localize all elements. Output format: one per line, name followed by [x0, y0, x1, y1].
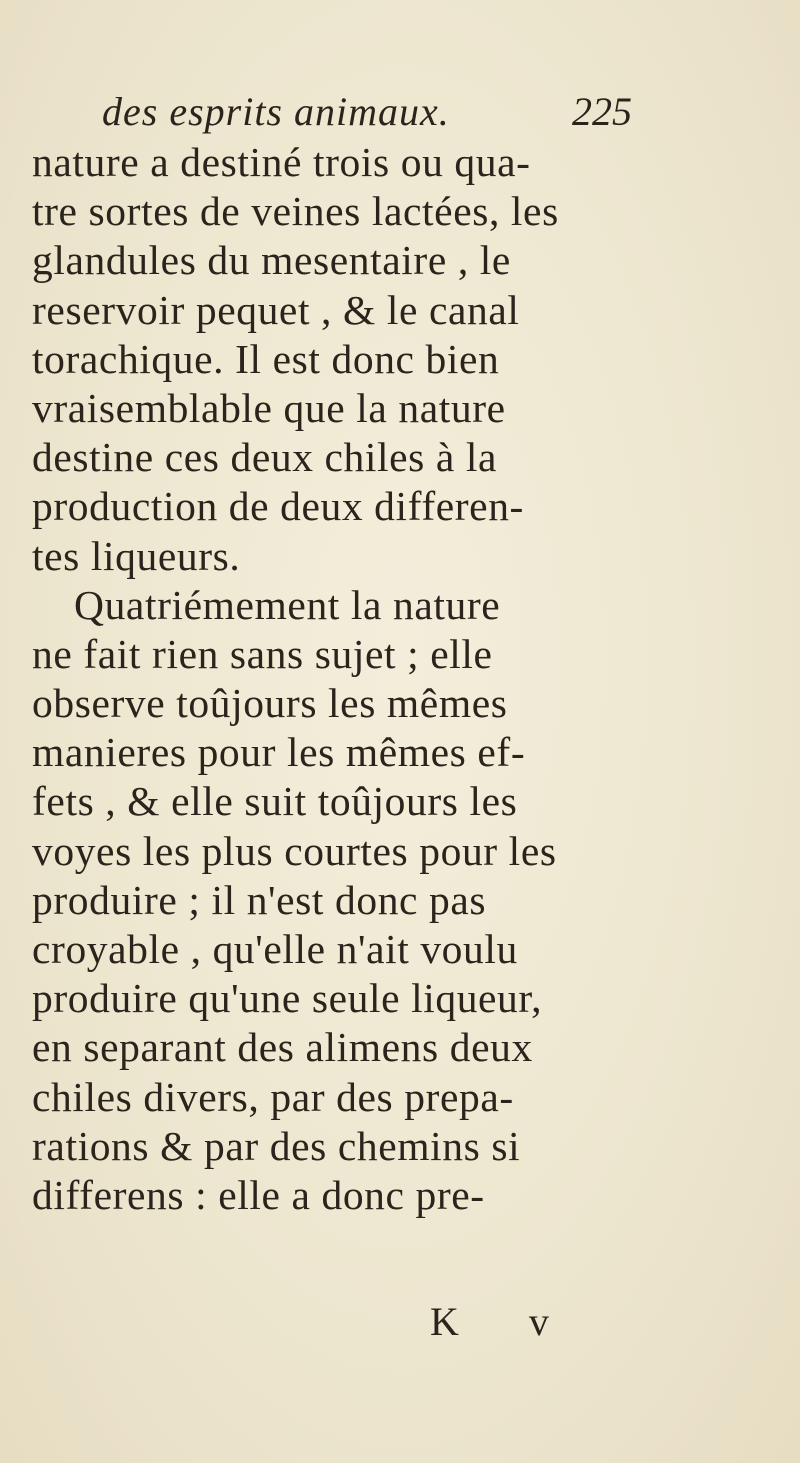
paragraph-start-line: Quatriémement la nature: [74, 581, 501, 628]
signature-mark: K v: [430, 1299, 579, 1344]
text-line: tre sortes de veines lactées, les: [32, 188, 559, 235]
text-line: croyable , qu'elle n'ait voulu: [32, 926, 518, 972]
text-line: reservoir pequet , & le canal: [32, 286, 520, 333]
running-title: des esprits animaux.: [102, 89, 450, 134]
text-line: chiles divers, par des prepa-: [32, 1073, 514, 1120]
text-line: produire ; il n'est donc pas: [32, 876, 487, 923]
text-line: nature a destiné trois ou qua-: [32, 139, 531, 185]
text-line: manieres pour les mêmes ef-: [32, 729, 526, 776]
text-line: destine ces deux chiles à la: [32, 434, 498, 481]
text-line: ne fait rien sans sujet ; elle: [32, 630, 493, 677]
text-line: rations & par des chemins si: [32, 1122, 521, 1169]
text-line: differens : elle a donc pre-: [32, 1171, 485, 1218]
text-line: glandules du mesentaire , le: [32, 237, 511, 284]
text-line: voyes les plus courtes pour les: [32, 827, 557, 874]
text-line: tes liqueurs.: [32, 532, 241, 579]
text-line: observe toûjours les mêmes: [32, 680, 508, 727]
text-line: produire qu'une seule liqueur,: [32, 975, 543, 1022]
text-line: en separant des alimens deux: [32, 1024, 533, 1071]
text-line: fets , & elle suit toûjours les: [32, 778, 518, 825]
text-line: vraisemblable que la nature: [32, 384, 506, 431]
page-header: [102, 88, 632, 136]
text-line: torachique. Il est donc bien: [32, 335, 500, 382]
body-text: [32, 138, 772, 1220]
text-line: production de deux differen-: [32, 483, 524, 530]
page-number: 225: [572, 89, 632, 134]
